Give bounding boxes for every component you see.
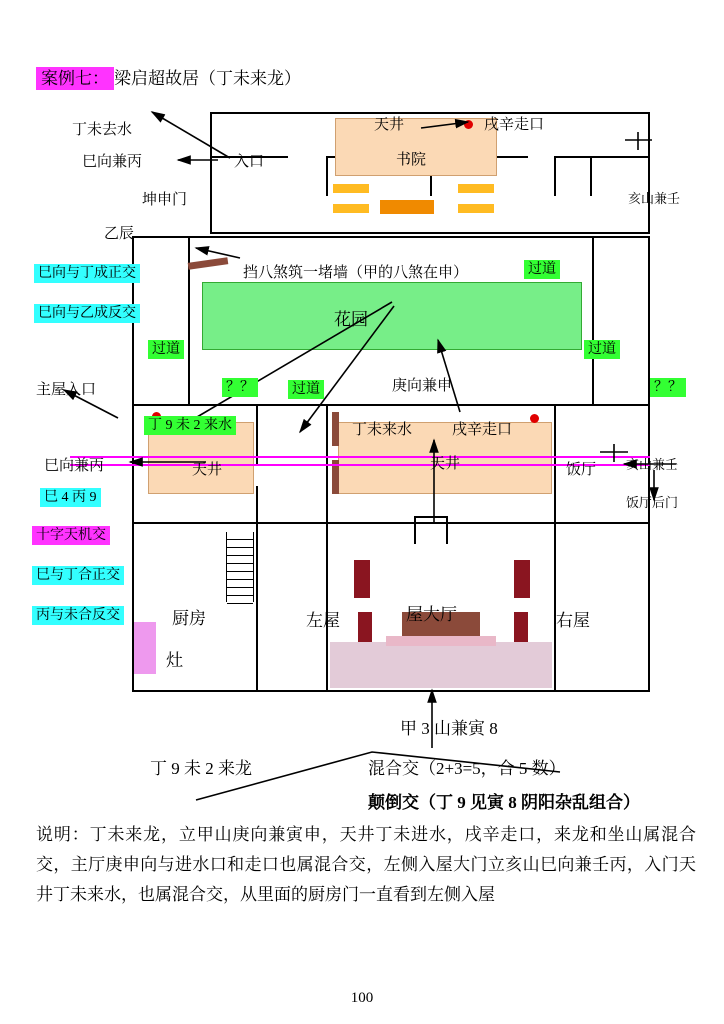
label-xueyuan: 书院 [396, 152, 427, 168]
wall [210, 112, 212, 234]
wall [132, 522, 650, 524]
label-jiashan-jianyin: 甲 3 山兼寅 8 [400, 719, 498, 738]
hall-floor [330, 642, 552, 688]
door-post [332, 412, 339, 446]
label-si-yi-fan: 巳向与乙成反交 [34, 302, 140, 322]
furniture [333, 204, 369, 213]
label-fanting-backdoor: 饭厅后门 [626, 495, 679, 510]
label-right-room: 右屋 [556, 611, 590, 630]
staircase [226, 532, 254, 602]
label-main-entrance: 主屋入口 [36, 382, 97, 398]
label-dingwei-laishui: 丁未来水 [352, 422, 413, 438]
furniture [333, 184, 369, 193]
label-question-left: ？？ [222, 376, 258, 396]
label-blocking-wall: 挡八煞筑一堵墙（甲的八煞在申） [243, 265, 469, 281]
wall [132, 690, 650, 692]
label-haishan-jianren-mid: 亥山兼壬 [626, 457, 679, 472]
blocking-wall [188, 257, 229, 269]
wall [592, 238, 594, 404]
label-fanting: 饭厅 [566, 462, 597, 478]
wall [648, 524, 650, 692]
label-ding9wei2-laishui: 丁 9 未 2 来水 [144, 414, 236, 434]
label-xuxin-zoukou-top: 戌辛走口 [484, 117, 545, 133]
label-xuxin-zoukou-mid: 戌辛走口 [452, 422, 513, 438]
floor-plan [130, 112, 650, 692]
label-bing-wei-he: 丙与未合反交 [32, 604, 124, 624]
axis-line-horizontal [70, 456, 650, 458]
wall [132, 404, 650, 406]
wall [648, 112, 650, 234]
furniture [514, 612, 528, 642]
label-haishan-jianren-top: 亥山兼壬 [628, 191, 681, 206]
label-left-room: 左屋 [306, 611, 340, 630]
label-question-right: ？？ [650, 376, 686, 396]
page-number: 100 [350, 990, 374, 1006]
label-ding9wei2-lailong: 丁 9 未 2 来龙 [150, 759, 252, 778]
label-kitchen: 厨房 [172, 609, 206, 628]
furniture [458, 184, 494, 193]
label-diandao-jiao: 颠倒交（丁 9 见寅 8 阴阳杂乱组合） [368, 793, 640, 812]
case-title [36, 70, 301, 88]
label-main-hall: 屋大厅 [406, 605, 457, 624]
label-tianjing-top: 天井 [374, 117, 405, 133]
wall [210, 112, 650, 114]
furniture [514, 560, 530, 598]
marker-dot [464, 120, 473, 129]
label-kunshen-gate: 坤申门 [142, 192, 188, 208]
furniture [386, 636, 496, 646]
axis-line-horizontal [70, 464, 650, 466]
garden-area [202, 282, 582, 350]
label-shizi-tianji: 十字天机交 [32, 524, 110, 544]
label-si-ding-zheng: 巳向与丁成正交 [34, 262, 140, 282]
wall [132, 236, 650, 238]
furniture [380, 200, 434, 214]
wall [414, 516, 448, 518]
label-si-ding-he: 巳与丁合正交 [32, 564, 124, 584]
wall [554, 156, 556, 196]
label-garden: 花园 [334, 310, 368, 329]
label-sixiang-jianbing-mid: 巳向兼丙 [44, 458, 105, 474]
furniture [358, 612, 372, 642]
label-yichen: 乙辰 [104, 226, 135, 242]
case-name: 梁启超故居（丁未来龙） [114, 69, 301, 88]
case-label: 案例七： [36, 67, 114, 90]
wall [256, 486, 258, 524]
wall [326, 156, 328, 196]
label-sixiang-jianbing-top: 巳向兼丙 [82, 154, 143, 170]
marker-dot [530, 414, 539, 423]
wall [446, 516, 448, 544]
label-guodao-3: 过道 [584, 338, 620, 358]
label-tianjing-left: 天井 [192, 462, 223, 478]
wall [590, 156, 592, 196]
label-guodao-2: 过道 [148, 338, 184, 358]
label-stove: 灶 [166, 651, 183, 670]
wall [256, 524, 258, 692]
label-dingwei-quishui: 丁未去水 [72, 122, 133, 138]
wall [414, 516, 416, 544]
description-paragraph: 说明：丁未来龙，立甲山庚向兼寅申，天井丁未进水，戌辛走口，来龙和坐山属混合交，主厅庚申向与进水口和走口也属混合交，左侧入屋大门立亥山巳向兼壬丙，入门天井丁未来水，也属混合交，从里面的厨房门一直看到左侧入屋 [36, 825, 696, 904]
label-guodao-1: 过道 [524, 258, 560, 278]
label-si4bing9: 巳 4 丙 9 [40, 486, 101, 506]
wall [210, 232, 650, 234]
furniture [458, 204, 494, 213]
wall [554, 156, 650, 158]
furniture [354, 560, 370, 598]
label-hunhe-jiao: 混合交（2+3=5，合 5 数） [368, 759, 566, 778]
label-gengxiang-jianshen: 庚向兼申 [392, 378, 453, 394]
stove [134, 622, 156, 674]
label-tianjing-mid: 天井 [430, 456, 461, 472]
label-entrance: 入口 [234, 154, 265, 170]
label-guodao-4: 过道 [288, 378, 324, 398]
